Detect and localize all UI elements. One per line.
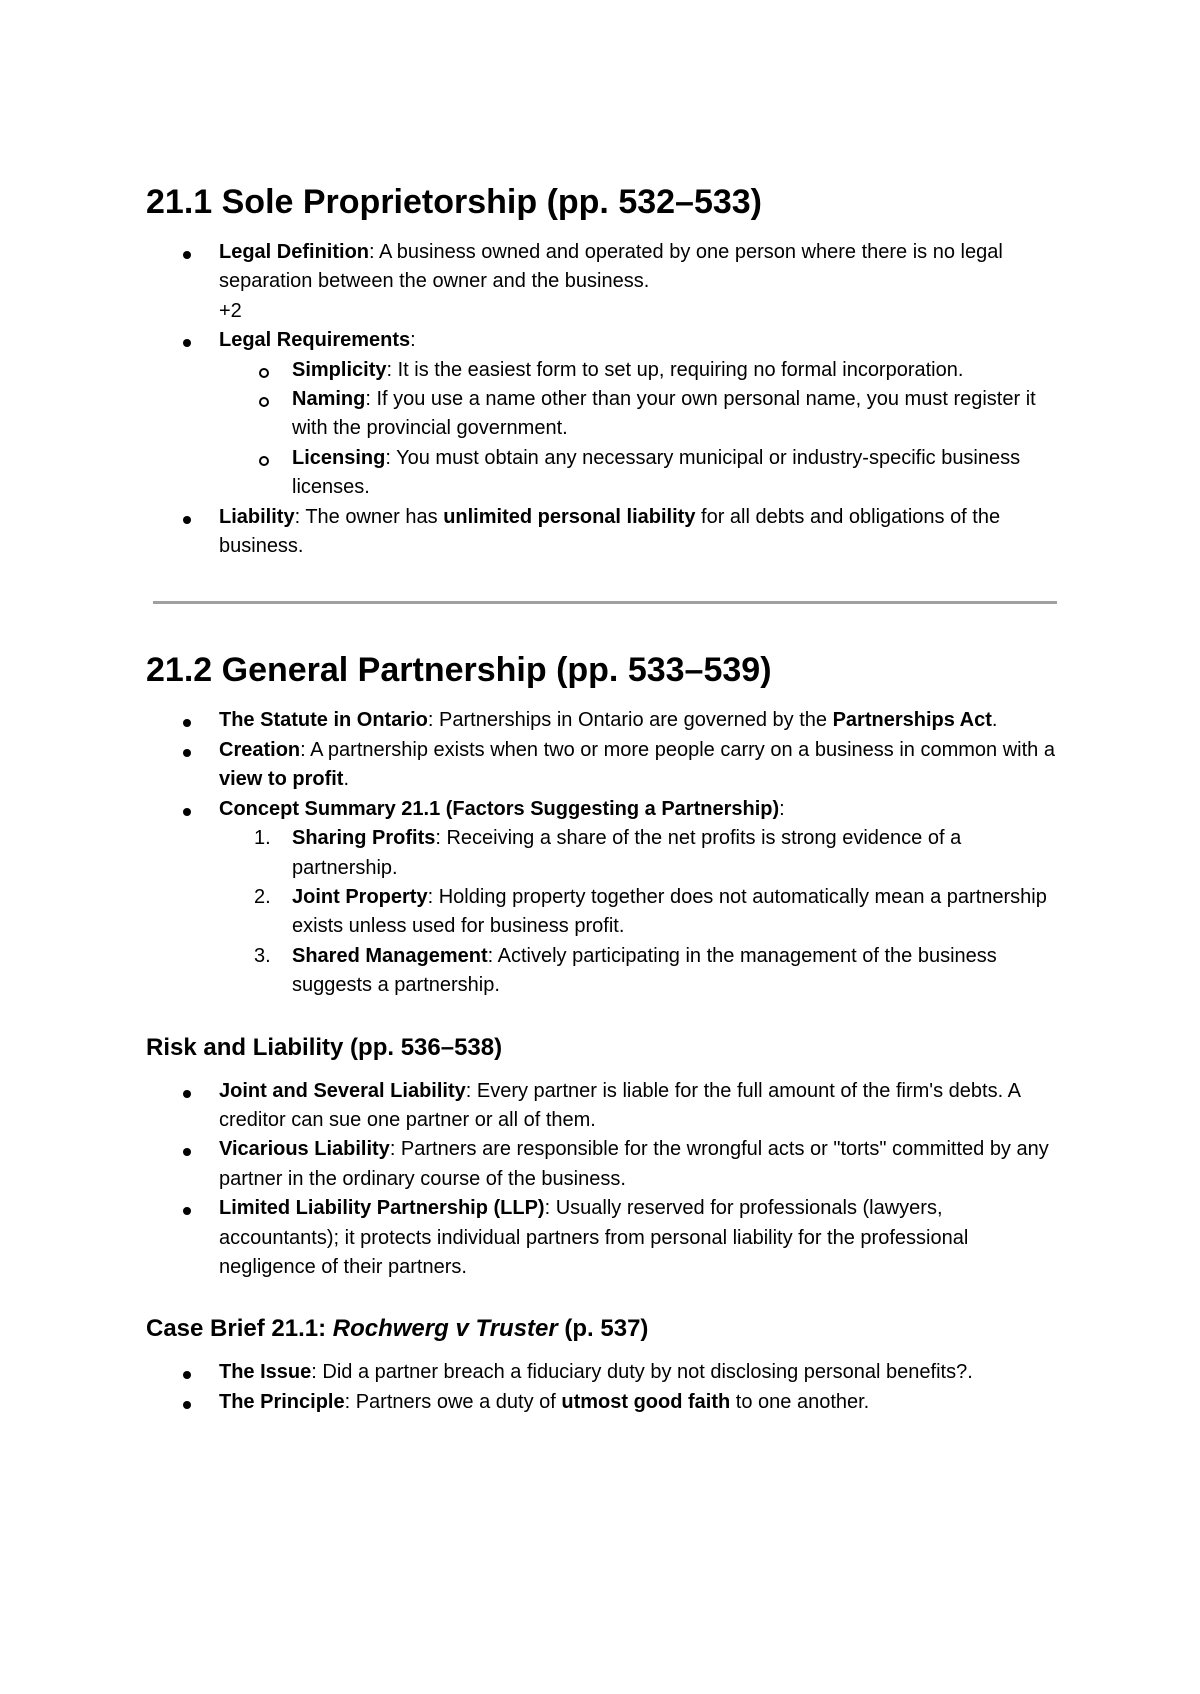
term-text: : Partnerships in Ontario are governed by the <box>427 709 833 732</box>
case-title-suffix: (p. 537) <box>557 1315 649 1343</box>
subheading-case-brief <box>146 1312 1066 1346</box>
case-name: Rochwerg v Truster <box>332 1315 558 1343</box>
list-number: 2. <box>254 885 271 908</box>
term-text: : You must obtain any necessary municipal or industry-specific business licenses. <box>292 446 1021 499</box>
document-page <box>146 178 1066 1417</box>
term-label: The Statute in Ontario <box>219 709 428 732</box>
list-item-llp <box>146 1194 1066 1282</box>
hollow-bullet-icon <box>259 456 269 466</box>
term-label: Limited Liability Partnership (LLP) <box>219 1197 545 1220</box>
bullet-icon <box>183 516 191 524</box>
list-item-issue <box>146 1358 1066 1387</box>
term-text: : <box>410 329 416 352</box>
term-text: for all debts and obligations of the business. <box>219 505 1001 558</box>
term-label: Concept Summary 21.1 (Factors Suggesting a Partnership) <box>219 797 780 820</box>
list-number: 3. <box>254 944 271 967</box>
term-label: Licensing <box>292 446 386 469</box>
term-text: : Usually reserved for professionals (lawyers, accountants); it protects individual partners from personal liability for the professional negligence of their partners. <box>219 1197 969 1278</box>
term-text: : It is the easiest form to set up, requiring no formal incorporation. <box>386 358 964 381</box>
emphasis-text: view to profit <box>219 768 344 791</box>
term-text: : A business owned and operated by one person where there is no legal separation between the owner and the business. <box>219 241 1003 293</box>
bullet-icon <box>183 1371 191 1379</box>
emphasis-text: Partnerships Act <box>832 709 992 732</box>
term-text: : Partners are responsible for the wrongful acts or "torts" committed by any partner in the ordinary course of the business. <box>219 1138 1049 1190</box>
term-text: : Every partner is liable for the full amount of the firm's debts. A creditor can sue one partner or all of them. <box>219 1079 1020 1131</box>
emphasis-text: utmost good faith <box>561 1390 731 1413</box>
subheading-risk-liability: Risk and Liability (pp. 536–538) <box>146 1033 503 1061</box>
bullet-icon <box>183 339 191 347</box>
term-text: : A partnership exists when two or more people carry on a business in common with a <box>300 738 1055 761</box>
list-item-liability <box>146 503 1066 562</box>
term-label: Legal Requirements <box>219 329 411 352</box>
factor-item <box>146 942 1066 1001</box>
bullet-icon <box>183 1207 191 1215</box>
term-label: Naming <box>292 388 366 411</box>
term-label: Joint Property <box>292 885 428 908</box>
term-text: : If you use a name other than your own personal name, you must register it with the provincial government. <box>292 388 1036 440</box>
hollow-bullet-icon <box>259 397 269 407</box>
list-item-creation <box>146 736 1066 795</box>
sublist-item-naming <box>146 385 1066 444</box>
risk-liability-list <box>146 1077 1066 1283</box>
list-item-legal-definition <box>146 238 1066 326</box>
term-label: Creation <box>219 738 301 761</box>
list-item-vicarious <box>146 1135 1066 1194</box>
section-heading-21-1: 21.1 Sole Proprietorship (pp. 532–533) <box>146 183 763 221</box>
factor-item <box>146 824 1066 883</box>
factor-item <box>146 883 1066 942</box>
term-text: : Partners owe a duty of <box>344 1390 562 1413</box>
term-label: Vicarious Liability <box>219 1138 390 1161</box>
term-text: : Actively participating in the management of the business suggests a partnership. <box>292 944 997 997</box>
list-number: 1. <box>254 827 271 850</box>
term-text: : <box>779 797 785 820</box>
emphasis-text: unlimited personal liability <box>443 505 696 528</box>
term-label: The Principle <box>219 1390 345 1413</box>
sublist-item-licensing <box>146 444 1066 503</box>
horizontal-divider <box>153 601 1057 604</box>
term-text: : The owner has <box>294 505 444 528</box>
list-item-statute <box>146 706 1066 735</box>
section-21-1-list <box>146 238 1066 561</box>
list-item-principle <box>146 1388 1066 1417</box>
section-21-2-list <box>146 706 1066 1000</box>
term-label: The Issue <box>219 1361 312 1384</box>
term-label: Legal Definition <box>219 241 369 263</box>
term-label: Liability <box>219 505 295 528</box>
sublist-item-simplicity <box>146 356 1066 385</box>
term-text: : Did a partner breach a fiduciary duty by not disclosing personal benefits?. <box>311 1361 973 1384</box>
term-label: Joint and Several Liability <box>219 1079 466 1102</box>
bullet-icon <box>183 749 191 757</box>
term-label: Sharing Profits <box>292 827 436 850</box>
factors-ordered-list <box>219 824 1066 1000</box>
term-text: : Holding property together does not automatically mean a partnership exists unless used for business profit. <box>292 885 1047 938</box>
hollow-bullet-icon <box>259 368 269 378</box>
case-brief-list <box>146 1358 1066 1417</box>
term-text: : Receiving a share of the net profits is strong evidence of a partnership. <box>292 827 962 879</box>
bullet-icon <box>183 719 191 727</box>
list-item-concept-summary <box>146 795 1066 1001</box>
list-item-joint-several <box>146 1077 1066 1136</box>
case-title-prefix: Case Brief 21.1: <box>146 1315 333 1343</box>
bullet-icon <box>183 251 191 259</box>
bullet-icon <box>183 808 191 816</box>
term-text: . <box>343 768 350 791</box>
term-text: to one another. <box>730 1390 870 1413</box>
term-text: . <box>991 709 998 732</box>
term-label: Simplicity <box>292 358 387 381</box>
list-item-legal-requirements <box>146 326 1066 502</box>
bullet-icon <box>183 1401 191 1409</box>
term-label: Shared Management <box>292 944 488 967</box>
legal-requirements-sublist <box>219 356 1066 503</box>
plus-two-note: +2 <box>219 299 242 322</box>
bullet-icon <box>183 1148 191 1156</box>
bullet-icon <box>183 1090 191 1098</box>
section-heading-21-2: 21.2 General Partnership (pp. 533–539) <box>146 651 772 690</box>
